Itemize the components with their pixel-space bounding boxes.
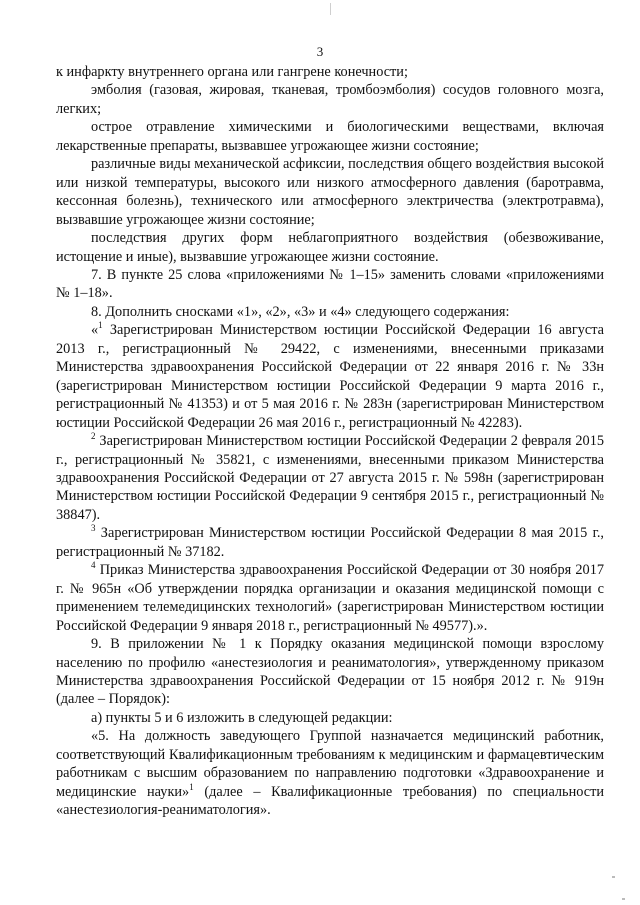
- body-paragraph: [56, 118, 604, 155]
- footnote-marker: 1: [189, 781, 194, 792]
- body-paragraph: [56, 229, 604, 266]
- footnote-marker: 4: [91, 560, 96, 571]
- page-number: 3: [316, 44, 324, 59]
- footnote-marker: 3: [91, 523, 96, 534]
- footnote-paragraph: [56, 321, 604, 432]
- body-paragraph: [56, 81, 604, 118]
- paragraph-text: (далее – Квалификационные требования) по специальности «анестезиология-реаниматология».: [56, 783, 604, 819]
- body-paragraph: [56, 155, 604, 229]
- paragraph-text: а) пункты 5 и 6 изложить в следующей редакции:: [91, 709, 393, 726]
- paragraph-text: 9. В приложении № 1 к Порядку оказания медицинской помощи взрослому населению по профилю «анестезиология и реаниматология», утвержденному приказом Министерства здравоохранения Российской Федерации от 15 ноября 2012 г. № 919н (далее – Порядок):: [56, 636, 604, 708]
- scan-speck: [622, 898, 625, 900]
- body-paragraph: [56, 266, 604, 303]
- footnote-marker: 1: [98, 320, 103, 331]
- body-paragraph: [56, 709, 604, 727]
- footnote-paragraph: [56, 524, 604, 561]
- paragraph-text: 7. В пункте 25 слова «приложениями № 1–15» заменить словами «приложениями № 1–18».: [56, 266, 604, 302]
- paragraph-text: различные виды механической асфиксии, последствия общего воздействия высокой или низкой температуры, высокого или низкого атмосферного давления (баротравма, кессонная болезнь), технического или атмосферного электричества (электротравма), вызвавшие угрожающее жизни состояние;: [56, 156, 604, 228]
- document-body: [56, 63, 604, 820]
- paragraph-text: 8. Дополнить сносками «1», «2», «3» и «4» следующего содержания:: [91, 303, 510, 320]
- body-paragraph: [56, 303, 604, 321]
- footnote-paragraph: [56, 432, 604, 524]
- paragraph-text: Зарегистрирован Министерством юстиции Российской Федерации 16 августа 2013 г., регистрационный № 29422, с изменениями, внесенными приказами Министерства здравоохранения Российской Федерации от 22 января 2016 г. № 33н (зарегистрирован Министерством юстиции Российской Федерации 9 марта 2016 г., регистрационный № 41353) и от 5 мая 2016 г. № 283н (зарегистрирован Министерством юстиции Российской Федерации 26 мая 2016 г., регистрационный № 42283).: [56, 322, 604, 431]
- paragraph-text: острое отравление химическими и биологическими веществами, включая лекарственные препараты, вызвавшее угрожающее жизни состояние;: [56, 119, 604, 154]
- scan-mark: [330, 3, 331, 15]
- footnote-paragraph: [56, 561, 604, 635]
- body-paragraph: [56, 635, 604, 709]
- paragraph-text: последствия других форм неблагоприятного воздействия (обезвоживание, истощение и иные), вызвавшие угрожающее жизни состояние.: [56, 230, 604, 265]
- paragraph-text: Зарегистрирован Министерством юстиции Российской Федерации 8 мая 2015 г., регистрационный № 37182.: [56, 525, 604, 560]
- scan-speck: [612, 876, 615, 878]
- quote-mark: «: [91, 322, 99, 339]
- paragraph-text: Приказ Министерства здравоохранения Российской Федерации от 30 ноября 2017 г. № 965н «Об утверждении порядка организации и оказания медицинской помощи с применением телемедицинских технологий» (зарегистрирован Министерством юстиции Российской Федерации 9 января 2018 г., регистрационный № 49577).».: [56, 562, 604, 634]
- body-paragraph: [56, 727, 604, 819]
- paragraph-text: к инфаркту внутреннего органа или гангрене конечности;: [56, 64, 408, 80]
- paragraph-text: «5. На должность заведующего Группой назначается медицинский работник, соответствующий Квалификационным требованиям к медицинским и фармацевтическим работникам с высшим образованием по направлению подготовки «Здравоохранение и медицинские науки»: [56, 728, 604, 800]
- paragraph-text: эмболия (газовая, жировая, тканевая, тромбоэмболия) сосудов головного мозга, легких;: [56, 82, 604, 117]
- body-paragraph: [56, 63, 604, 81]
- footnote-marker: 2: [91, 431, 96, 442]
- paragraph-text: Зарегистрирован Министерством юстиции Российской Федерации 2 февраля 2015 г., регистрационный № 35821, с изменениями, внесенными приказом Министерства здравоохранения Российской Федерации от 27 августа 2015 г. № 598н (зарегистрирован Министерством юстиции Российской Федерации 9 сентября 2015 г., регистрационный № 38847).: [56, 433, 604, 523]
